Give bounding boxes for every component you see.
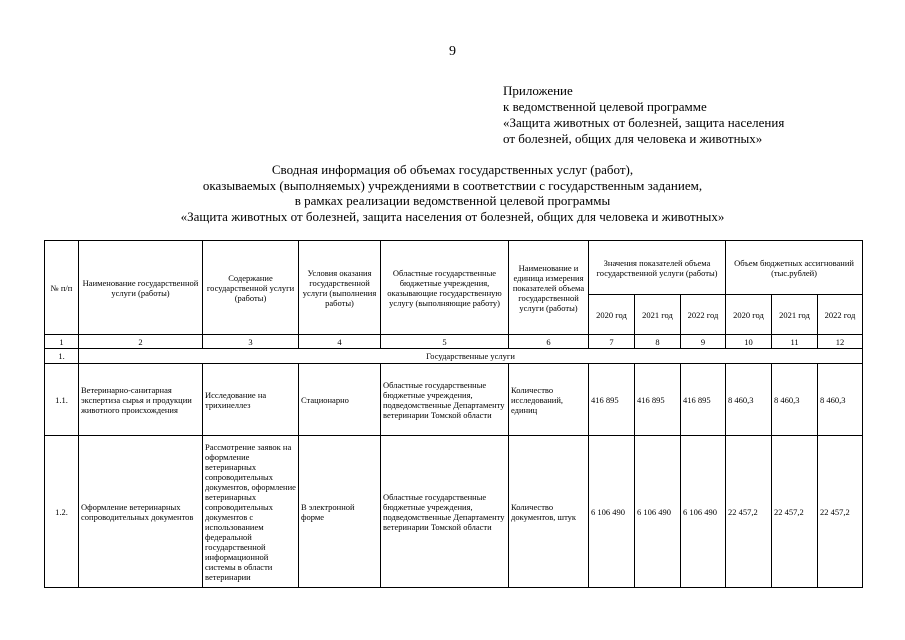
row-conditions: В электронной форме bbox=[299, 436, 381, 588]
header-budget-group: Объем бюджетных ассигнований (тыс.рублей) bbox=[726, 241, 863, 295]
section-row bbox=[45, 349, 863, 364]
header-institutions: Областные государственные бюджетные учреждения, оказывающие государственную услугу (выполняющие работу) bbox=[381, 241, 509, 335]
heading-line: оказываемых (выполняемых) учреждениями в соответствии с государственным заданием, bbox=[202, 177, 703, 193]
column-number: 4 bbox=[299, 335, 381, 349]
row-value: 416 895 bbox=[681, 364, 726, 436]
row-budget: 22 457,2 bbox=[726, 436, 772, 588]
header-indicator: Наименование и единица измерения показателей объема государственной услуги (работы) bbox=[509, 241, 589, 335]
row-indicator: Количество документов, штук bbox=[509, 436, 589, 588]
row-value: 6 106 490 bbox=[589, 436, 635, 588]
header-row bbox=[45, 241, 863, 295]
appendix-line: Приложение bbox=[503, 83, 573, 98]
row-service-name: Ветеринарно-санитарная экспертиза сырья и продукции животного происхождения bbox=[79, 364, 203, 436]
column-number: 6 bbox=[509, 335, 589, 349]
row-budget: 8 460,3 bbox=[726, 364, 772, 436]
column-number: 8 bbox=[635, 335, 681, 349]
column-numbers-row bbox=[45, 335, 863, 349]
row-budget: 8 460,3 bbox=[818, 364, 863, 436]
row-institutions: Областные государственные бюджетные учреждения, подведомственные Департаменту ветеринарии Томской области bbox=[381, 436, 509, 588]
header-year: 2021 год bbox=[635, 295, 681, 335]
section-title: Государственные услуги bbox=[79, 349, 863, 364]
header-year: 2022 год bbox=[681, 295, 726, 335]
section-num: 1. bbox=[45, 349, 79, 364]
column-number: 5 bbox=[381, 335, 509, 349]
heading-line: в рамках реализации ведомственной целевой программы bbox=[294, 193, 611, 208]
header-year: 2021 год bbox=[772, 295, 818, 335]
header-year: 2022 год bbox=[818, 295, 863, 335]
header-conditions: Условия оказания государственной услуги (выполнения работы) bbox=[299, 241, 381, 335]
row-institutions: Областные государственные бюджетные учреждения, подведомственные Департаменту ветеринарии Томской области bbox=[381, 364, 509, 436]
row-conditions: Стационарно bbox=[299, 364, 381, 436]
column-number: 1 bbox=[45, 335, 79, 349]
header-year: 2020 год bbox=[589, 295, 635, 335]
table-row bbox=[45, 364, 863, 436]
column-number: 3 bbox=[203, 335, 299, 349]
header-service-name: Наименование государственной услуги (работы) bbox=[79, 241, 203, 335]
column-number: 12 bbox=[818, 335, 863, 349]
column-number: 10 bbox=[726, 335, 772, 349]
row-value: 416 895 bbox=[589, 364, 635, 436]
document-heading bbox=[0, 162, 905, 224]
row-indicator: Количество исследований, единиц bbox=[509, 364, 589, 436]
column-number: 9 bbox=[681, 335, 726, 349]
row-value: 6 106 490 bbox=[635, 436, 681, 588]
table-row bbox=[45, 436, 863, 588]
header-num: № п/п bbox=[45, 241, 79, 335]
row-value: 416 895 bbox=[635, 364, 681, 436]
row-content: Рассмотрение заявок на оформление ветеринарных сопроводительных документов, оформление ветеринарных сопроводительных документов с использованием федеральной государственной информационной системы в области ветеринарии bbox=[203, 436, 299, 588]
heading-line: «Защита животных от болезней, защита населения от болезней, общих для человека и животных» bbox=[180, 208, 725, 224]
heading-line: Сводная информация об объемах государственных услуг (работ), bbox=[271, 162, 634, 177]
appendix-note bbox=[503, 83, 784, 147]
page-number: 9 bbox=[449, 44, 456, 59]
appendix-line: к ведомственной целевой программе bbox=[503, 99, 707, 114]
appendix-line: от болезней, общих для человека и животных» bbox=[503, 131, 763, 146]
column-number: 11 bbox=[772, 335, 818, 349]
row-budget: 22 457,2 bbox=[818, 436, 863, 588]
services-table bbox=[44, 240, 863, 588]
row-value: 6 106 490 bbox=[681, 436, 726, 588]
row-num: 1.2. bbox=[45, 436, 79, 588]
row-service-name: Оформление ветеринарных сопроводительных документов bbox=[79, 436, 203, 588]
header-content: Содержание государственной услуги (работы) bbox=[203, 241, 299, 335]
header-year: 2020 год bbox=[726, 295, 772, 335]
row-num: 1.1. bbox=[45, 364, 79, 436]
row-content: Исследование на трихинеллез bbox=[203, 364, 299, 436]
row-budget: 8 460,3 bbox=[772, 364, 818, 436]
column-number: 2 bbox=[79, 335, 203, 349]
header-values-group: Значения показателей объема государственной услуги (работы) bbox=[589, 241, 726, 295]
column-number: 7 bbox=[589, 335, 635, 349]
row-budget: 22 457,2 bbox=[772, 436, 818, 588]
appendix-line: «Защита животных от болезней, защита населения bbox=[503, 115, 785, 130]
